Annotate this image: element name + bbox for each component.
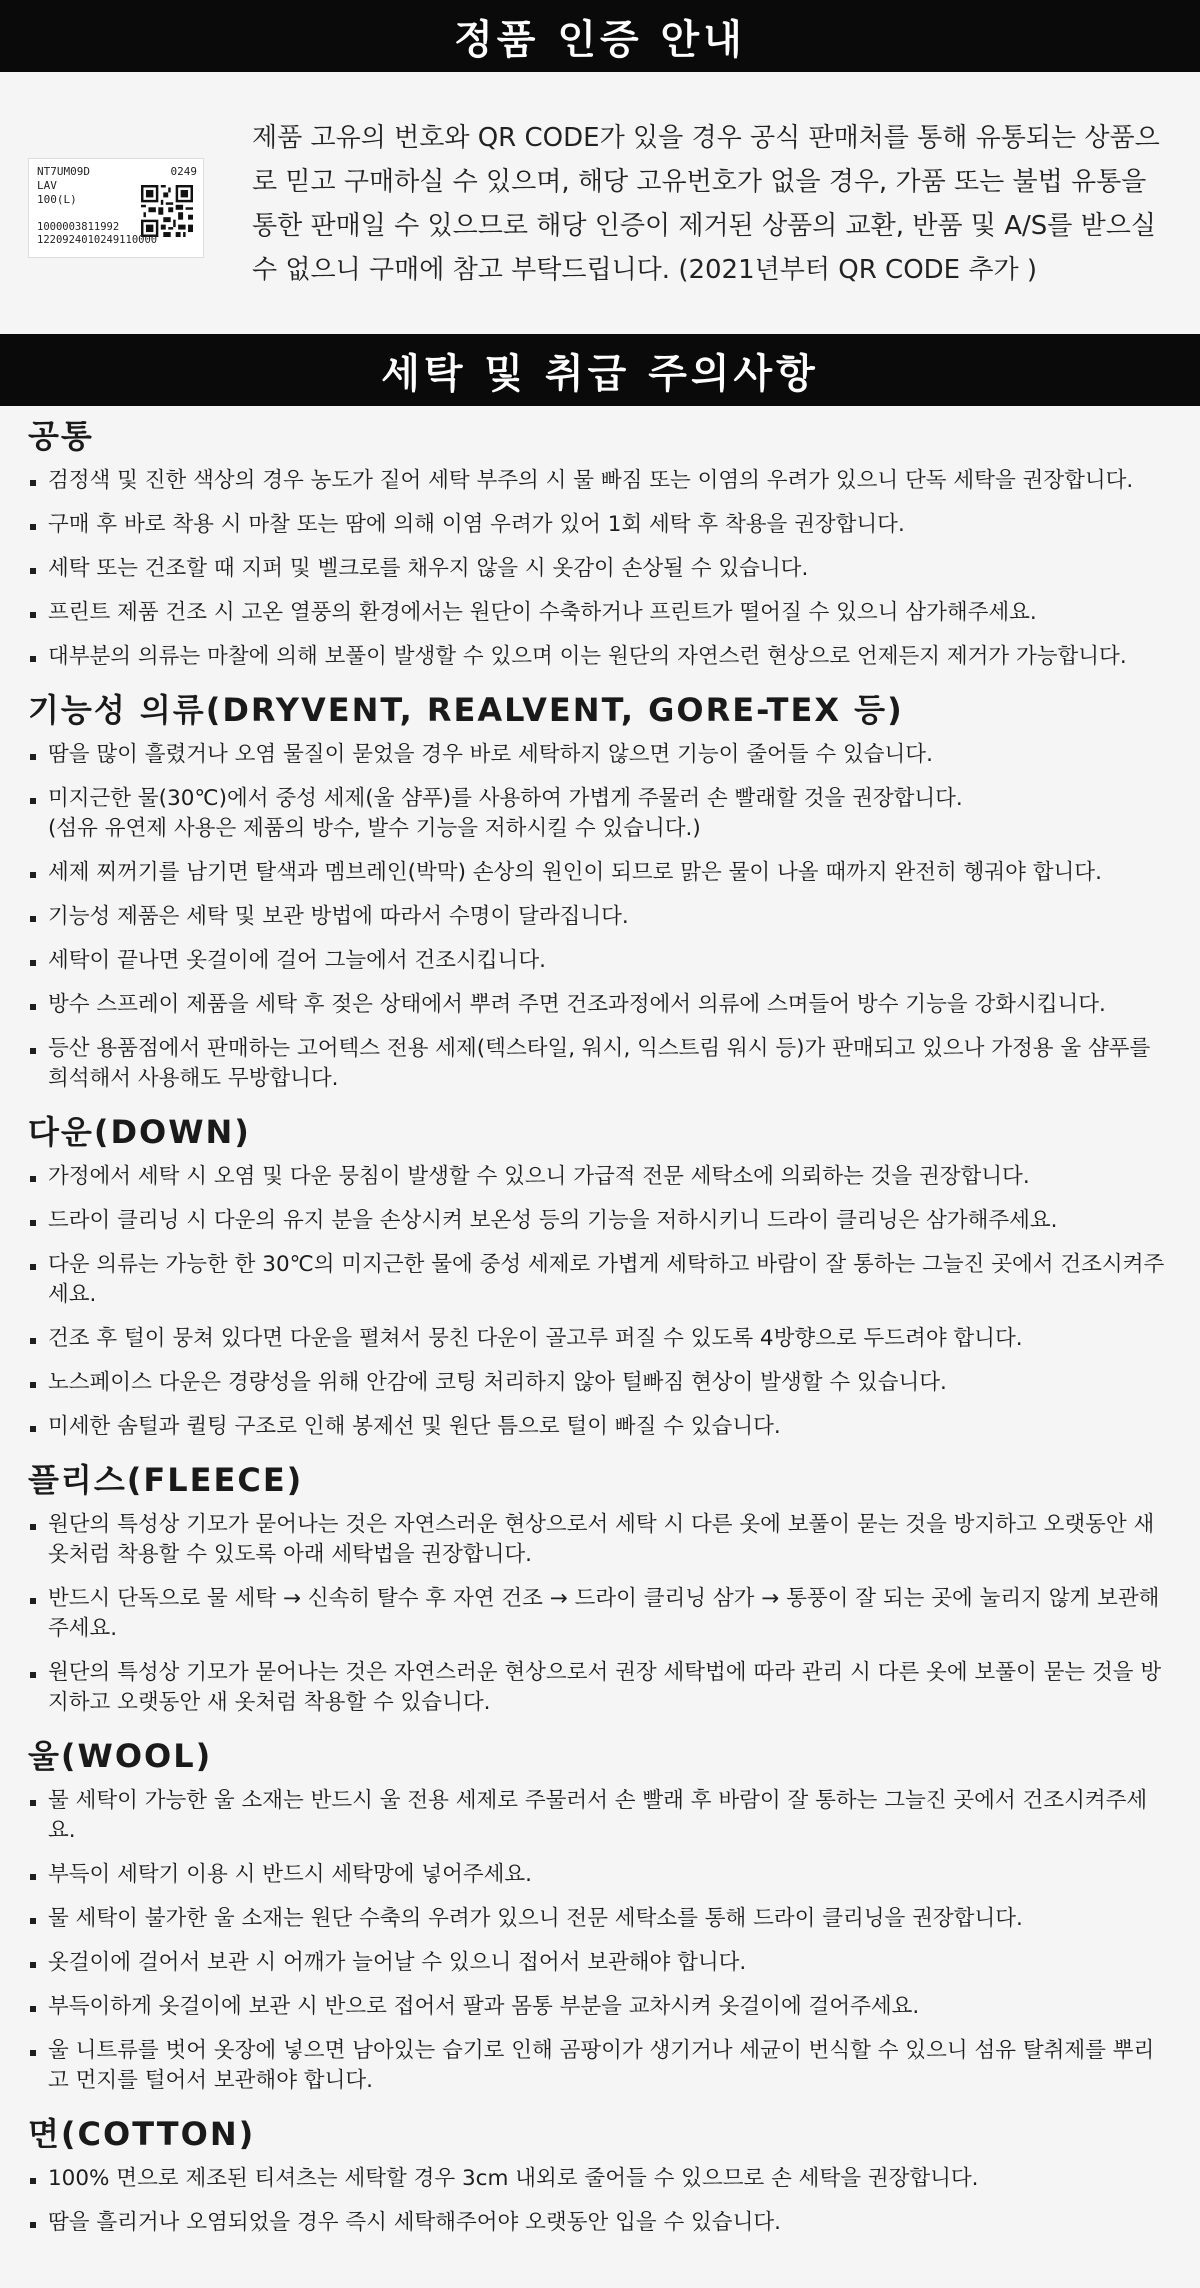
care-item: 미세한 솜털과 퀼팅 구조로 인해 봉제선 및 원단 틈으로 털이 빠질 수 있습니다. [28,1412,1172,1442]
care-item: 땀을 흘리거나 오염되었을 경우 즉시 세탁해주어야 오랫동안 입을 수 있습니다. [28,2208,1172,2238]
care-item: 물 세탁이 가능한 울 소재는 반드시 울 전용 세제로 주물러서 손 빨래 후 바람이 잘 통하는 그늘진 곳에서 건조시켜주세요. [28,1786,1172,1846]
care-group [28,2114,1172,2238]
care-item: 드라이 클리닝 시 다운의 유지 분을 손상시켜 보온성 등의 기능을 저하시키니 드라이 클리닝은 삼가해주세요. [28,1206,1172,1236]
auth-section [0,72,1200,334]
label-color: LAV [37,179,57,192]
care-group-title: 공통 [28,417,94,455]
care-group-title: 플리스(FLEECE) [28,1461,304,1499]
care-item: 미지근한 물(30℃)에서 중성 세제(울 샴푸)를 사용하여 가볍게 주물러 손 빨래할 것을 권장합니다. (섬유 유연제 사용은 제품의 방수, 발수 기능을 저하시킬 수 있습니다.) [28,784,1172,844]
care-group [28,1460,1172,1718]
care-item-list [28,1162,1172,1442]
care-item: 건조 후 털이 뭉쳐 있다면 다운을 펼쳐서 뭉친 다운이 골고루 퍼질 수 있도록 4방향으로 두드려야 합니다. [28,1324,1172,1354]
care-item: 원단의 특성상 기모가 묻어나는 것은 자연스러운 현상으로서 세탁 시 다른 옷에 보풀이 묻는 것을 방지하고 오랫동안 새 옷처럼 착용할 수 있도록 아래 세탁법을 권장합니다. [28,1510,1172,1570]
care-item-list [28,466,1172,672]
care-item: 가정에서 세탁 시 오염 및 다운 뭉침이 발생할 수 있으니 가급적 전문 세탁소에 의뢰하는 것을 권장합니다. [28,1162,1172,1192]
care-item: 세제 찌꺼기를 남기면 탈색과 멤브레인(박막) 손상의 원인이 되므로 맑은 물이 나올 때까지 완전히 헹궈야 합니다. [28,858,1172,888]
care-item: 부득이 세탁기 이용 시 반드시 세탁망에 넣어주세요. [28,1860,1172,1890]
care-item: 프린트 제품 건조 시 고온 열풍의 환경에서는 원단이 수축하거나 프린트가 떨어질 수 있으니 삼가해주세요. [28,598,1172,628]
care-item: 대부분의 의류는 마찰에 의해 보풀이 발생할 수 있으며 이는 원단의 자연스런 현상으로 언제든지 제거가 가능합니다. [28,642,1172,672]
care-item-list [28,1510,1172,1718]
care-group [28,416,1172,672]
care-group-title: 울(WOOL) [28,1737,213,1775]
care-item: 원단의 특성상 기모가 묻어나는 것은 자연스러운 현상으로서 권장 세탁법에 따라 관리 시 다른 옷에 보풀이 묻는 것을 방지하고 오랫동안 새 옷처럼 착용할 수 있습니다. [28,1658,1172,1718]
care-group-title: 기능성 의류(DRYVENT, REALVENT, GORE-TEX 등) [28,691,904,729]
care-item: 부득이하게 옷걸이에 보관 시 반으로 접어서 팔과 몸통 부분을 교차시켜 옷걸이에 걸어주세요. [28,1992,1172,2022]
label-serial-1: 1000003811992 [37,221,120,233]
care-item: 울 니트류를 벗어 옷장에 넣으면 남아있는 습기로 인해 곰팡이가 생기거나 세균이 번식할 수 있으니 섬유 탈취제를 뿌리고 먼지를 털어서 보관해야 합니다. [28,2036,1172,2096]
label-code: 0249 [170,165,197,178]
auth-title-banner [0,0,1200,72]
care-item-list [28,2164,1172,2238]
care-item: 검정색 및 진한 색상의 경우 농도가 짙어 세탁 부주의 시 물 빠짐 또는 이염의 우려가 있으니 단독 세탁을 권장합니다. [28,466,1172,496]
care-group [28,1736,1172,2096]
care-group-title: 면(COTTON) [28,2115,256,2153]
care-item: 반드시 단독으로 물 세탁 → 신속히 탈수 후 자연 건조 → 드라이 클리닝 삼가 → 통풍이 잘 되는 곳에 눌리지 않게 보관해주세요. [28,1584,1172,1644]
care-item: 등산 용품점에서 판매하는 고어텍스 전용 세제(텍스타일, 워시, 익스트림 워시 등)가 판매되고 있으나 가정용 울 샴푸를 희석해서 사용해도 무방합니다. [28,1034,1172,1094]
care-item: 세탁 또는 건조할 때 지퍼 및 벨크로를 채우지 않을 시 옷감이 손상될 수 있습니다. [28,554,1172,584]
label-size: 100(L) [37,193,77,206]
care-item-list [28,740,1172,1094]
care-item: 노스페이스 다운은 경량성을 위해 안감에 코팅 처리하지 않아 털빠짐 현상이 발생할 수 있습니다. [28,1368,1172,1398]
product-label-tag [28,158,204,258]
care-title: 세탁 및 취급 주의사항 [381,350,819,397]
care-group [28,1112,1172,1442]
care-groups [0,416,1200,2238]
care-item: 100% 면으로 제조된 티셔츠는 세탁할 경우 3cm 내외로 줄어들 수 있으므로 손 세탁을 권장합니다. [28,2164,1172,2194]
care-item: 물 세탁이 불가한 울 소재는 원단 수축의 우려가 있으니 전문 세탁소를 통해 드라이 클리닝을 권장합니다. [28,1904,1172,1934]
auth-title: 정품 인증 안내 [454,16,746,63]
care-item: 땀을 많이 흘렸거나 오염 물질이 묻었을 경우 바로 세탁하지 않으면 기능이 줄어들 수 있습니다. [28,740,1172,770]
label-serial-2: 1220924010249110000 [37,234,158,246]
care-item: 구매 후 바로 착용 시 마찰 또는 땀에 의해 이염 우려가 있어 1회 세탁 후 착용을 권장합니다. [28,510,1172,540]
care-title-banner [0,334,1200,406]
care-group-title: 다운(DOWN) [28,1113,251,1151]
care-item: 옷걸이에 걸어서 보관 시 어깨가 늘어날 수 있으니 접어서 보관해야 합니다. [28,1948,1172,1978]
care-item: 세탁이 끝나면 옷걸이에 걸어 그늘에서 건조시킵니다. [28,946,1172,976]
label-model: NT7UM09D [37,165,90,178]
care-item-list [28,1786,1172,2096]
auth-description: 제품 고유의 번호와 QR CODE가 있을 경우 공식 판매처를 통해 유통되는 상품으로 믿고 구매하실 수 있으며, 해당 고유번호가 없을 경우, 가품 또는 불법 유통을 통한 판매일 수 있으므로 해당 인증이 제거된 상품의 교환, 반품 및 A/S를 받으실 수 없으니 구매에 참고 부탁드립니다. (2021년부터 QR CODE 추가 ) [252,123,1160,285]
care-item: 기능성 제품은 세탁 및 보관 방법에 따라서 수명이 달라집니다. [28,902,1172,932]
care-item: 다운 의류는 가능한 한 30℃의 미지근한 물에 중성 세제로 가볍게 세탁하고 바람이 잘 통하는 그늘진 곳에서 건조시켜주세요. [28,1250,1172,1310]
care-item: 방수 스프레이 제품을 세탁 후 젖은 상태에서 뿌려 주면 건조과정에서 의류에 스며들어 방수 기능을 강화시킵니다. [28,990,1172,1020]
care-group [28,690,1172,1094]
